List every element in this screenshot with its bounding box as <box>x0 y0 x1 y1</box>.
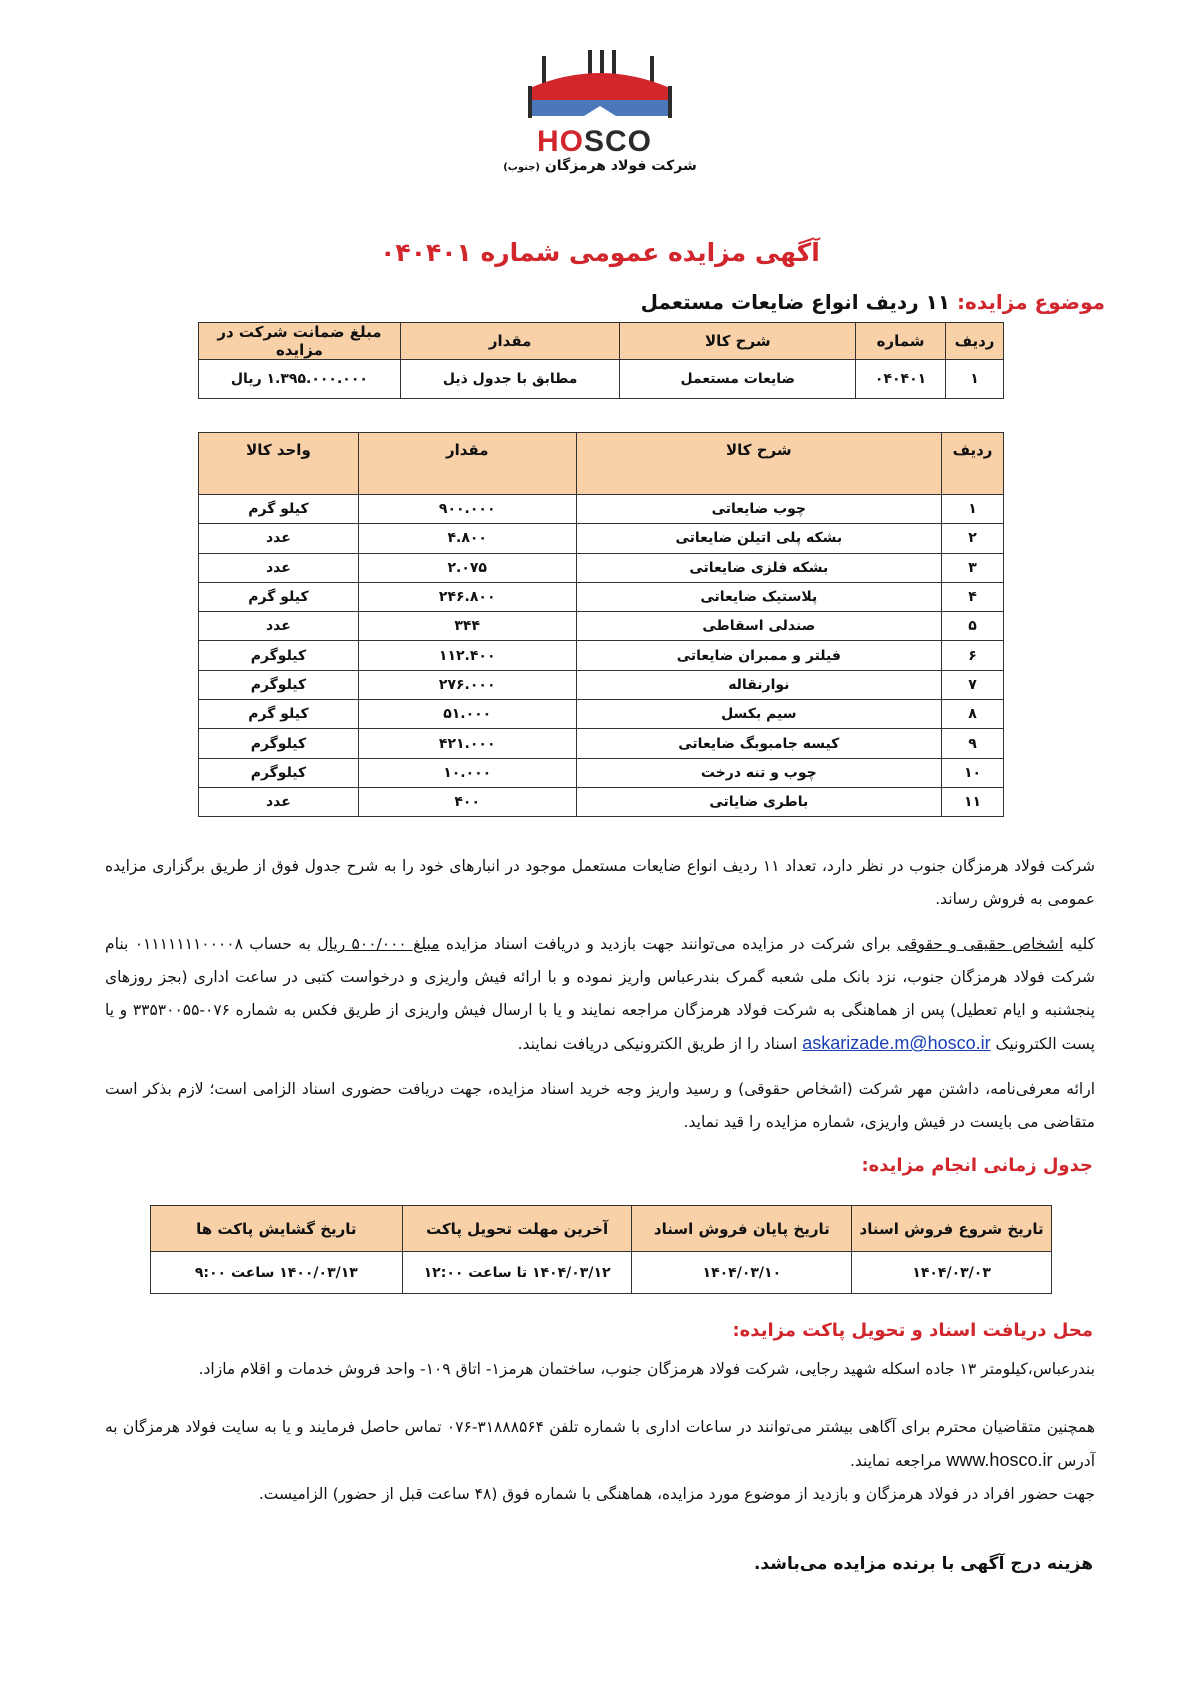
table-cell: ۹۰۰.۰۰۰ <box>358 495 576 524</box>
table-cell: پلاستیک ضایعاتی <box>576 582 941 611</box>
table-cell: عدد <box>199 787 359 816</box>
col-header: شماره <box>856 323 946 360</box>
table-cell: ۱۴۰۴/۰۳/۱۲ تا ساعت ۱۲:۰۰ <box>402 1252 632 1294</box>
table-cell: کیلو گرم <box>199 700 359 729</box>
table-row <box>199 729 1004 758</box>
table-cell: فیلتر و ممبران ضایعاتی <box>576 641 941 670</box>
table-cell: ۱.۳۹۵.۰۰۰.۰۰۰ ریال <box>199 360 401 399</box>
table-cell: ضایعات مستعمل <box>620 360 856 399</box>
table-cell: ۸ <box>942 700 1004 729</box>
table-cell: ۱۴۰۴/۰۳/۱۰ <box>632 1252 852 1294</box>
items-table-header <box>199 433 1004 495</box>
hosco-logo-mark <box>520 48 680 128</box>
requirements-paragraph: ارائه معرفی‌نامه، داشتن مهر شرکت (اشخاص حقوقی) و رسید واریز وجه خرید اسناد مزایده، جهت دریافت حضوری اسناد الزامی است؛ لازم بذکر است متقاضی می بایست در فیش واریزی، شماره مزایده را قید نماید. <box>105 1080 1095 1131</box>
table-cell: ۳۴۴ <box>358 612 576 641</box>
table-row <box>199 670 1004 699</box>
col-header: تاریخ شروع فروش اسناد <box>852 1206 1052 1252</box>
table-cell: ۲۷۶.۰۰۰ <box>358 670 576 699</box>
table-cell: ۱ <box>942 495 1004 524</box>
table-cell: عدد <box>199 524 359 553</box>
fee-amount: مبلغ ۵۰۰/۰۰۰ ریال <box>317 935 440 953</box>
page-title: آگهی مزایده عمومی شماره ۰۴۰۴۰۱ <box>380 238 820 267</box>
table-cell: باطری ضایاتی <box>576 787 941 816</box>
table-cell: ۱۴۰۴/۰۳/۰۳ <box>852 1252 1052 1294</box>
table-cell: بشکه فلزی ضایعاتی <box>576 553 941 582</box>
footer-note: هزینه درج آگهی با برنده مزایده می‌باشد. <box>753 1554 1093 1574</box>
logo-wordmark: HOSCO <box>537 125 653 158</box>
table-cell: ۱۱۲.۴۰۰ <box>358 641 576 670</box>
location-heading: محل دریافت اسناد و تحویل پاکت مزایده: <box>732 1320 1093 1341</box>
participation-paragraph: کلیه اشخاص حقیقی و حقوقی برای شرکت در مزایده می‌توانند جهت بازدید و دریافت اسناد مزایده مبلغ ۵۰۰/۰۰۰ ریال به حساب ۰۱۱۱۱۱۱۱۰۰۰۰۸ بنام شرکت فولاد هرمزگان جنوب، نزد بانک ملی شعبه گمرک بندرعباس واریز نموده و با ارائه فیش واریزی و درخواست کتبی در ساعت اداری (بجز روزهای پنجشنبه و ایام تعطیل) پس از هماهنگی به شرکت فولاد هرمزگان مراجعه نمایند و یا با ارسال فیش واریزی از طریق فکس به شماره ۰۷۶-۳۳۵۳۰۰۵۵ و یا پست الکترونیک askarizade.m@hosco.ir اسناد را از طریق الکترونیکی دریافت نمایند. <box>105 935 1095 1053</box>
summary-table <box>198 322 1004 399</box>
items-table <box>198 432 1004 817</box>
table-row <box>199 758 1004 787</box>
table-cell: کیلوگرم <box>199 641 359 670</box>
table-cell: نوارنقاله <box>576 670 941 699</box>
table-cell: چوب و تنه درخت <box>576 758 941 787</box>
table-cell: کیلو گرم <box>199 495 359 524</box>
col-header: شرح کالا <box>576 433 941 495</box>
persons-phrase: اشخاص حقیقی و حقوقی <box>897 935 1064 953</box>
table-cell: صندلی اسقاطی <box>576 612 941 641</box>
table-row <box>199 582 1004 611</box>
table-cell: ۴۰۰ <box>358 787 576 816</box>
contact-paragraph: همچنین متقاضیان محترم برای آگاهی بیشتر می‌توانند در ساعات اداری با شماره تلفن ۳۱۸۸۸۵۶۴-۰۷۶ تماس حاصل فرمایند و یا به سایت فولاد هرمزگان به آدرس www.hosco.ir مراجعه نمایند. <box>105 1418 1095 1470</box>
table-cell: ۴.۸۰۰ <box>358 524 576 553</box>
table-cell: ۱ <box>946 360 1004 399</box>
table-row <box>199 495 1004 524</box>
col-header: شرح کالا <box>620 323 856 360</box>
table-row <box>199 612 1004 641</box>
table-cell: ۲۴۶.۸۰۰ <box>358 582 576 611</box>
location-text: بندرعباس،کیلومتر ۱۳ جاده اسکله شهید رجایی، شرکت فولاد هرمزگان جنوب، ساختمان هرمز۱- اتاق ۱۰۹- واحد فروش خدمات و اقلام مازاد. <box>198 1360 1095 1378</box>
table-row <box>199 553 1004 582</box>
logo-company-name: شرکت فولاد هرمزگان (جنوب) <box>503 158 697 174</box>
table-cell: کیلوگرم <box>199 729 359 758</box>
table-row <box>199 641 1004 670</box>
table-cell: کیلو گرم <box>199 582 359 611</box>
table-cell: عدد <box>199 612 359 641</box>
table-cell: ۴۲۱.۰۰۰ <box>358 729 576 758</box>
table-cell: کیلوگرم <box>199 670 359 699</box>
table-cell: کیلوگرم <box>199 758 359 787</box>
schedule-table <box>150 1205 1052 1294</box>
table-row <box>199 524 1004 553</box>
table-cell: بشکه پلی اتیلن ضایعاتی <box>576 524 941 553</box>
table-cell: ۳ <box>942 553 1004 582</box>
table-row <box>199 700 1004 729</box>
table-cell: ۱۰ <box>942 758 1004 787</box>
email-link[interactable]: askarizade.m@hosco.ir <box>802 1033 991 1053</box>
table-cell: ۴ <box>942 582 1004 611</box>
col-header: مبلغ ضمانت شرکت در مزایده <box>199 323 401 360</box>
table-cell: ۵ <box>942 612 1004 641</box>
col-header: آخرین مهلت تحویل پاکت <box>402 1206 632 1252</box>
table-cell: سیم بکسل <box>576 700 941 729</box>
col-header: ردیف <box>946 323 1004 360</box>
visit-paragraph: جهت حضور افراد در فولاد هرمزگان و بازدید از موضوع مورد مزایده، هماهنگی با شماره فوق (۴۸ ساعت قبل از حضور) الزامیست. <box>258 1485 1095 1503</box>
website-link[interactable]: www.hosco.ir <box>946 1450 1053 1470</box>
table-cell: مطابق با جدول ذیل <box>400 360 620 399</box>
table-cell: ۱۱ <box>942 787 1004 816</box>
table-row <box>199 787 1004 816</box>
col-header: مقدار <box>358 433 576 495</box>
table-cell: ۱۴۰۰/۰۳/۱۳ ساعت ۹:۰۰ <box>151 1252 403 1294</box>
schedule-heading: جدول زمانی انجام مزایده: <box>861 1155 1093 1176</box>
col-header: تاریخ پایان فروش اسناد <box>632 1206 852 1252</box>
table-cell: ۶ <box>942 641 1004 670</box>
col-header: واحد کالا <box>199 433 359 495</box>
col-header: تاریخ گشایش پاکت ها <box>151 1206 403 1252</box>
table-cell: ۷ <box>942 670 1004 699</box>
intro-paragraph: شرکت فولاد هرمزگان جنوب در نظر دارد، تعداد ۱۱ ردیف انواع ضایعات مستعمل موجود در انبارهای خود را به شرح جدول فوق از طریق برگزاری مزایده عمومی به فروش رساند. <box>105 857 1095 908</box>
table-cell: کیسه جامبوبگ ضایعاتی <box>576 729 941 758</box>
table-cell: ۲ <box>942 524 1004 553</box>
table-cell: ۹ <box>942 729 1004 758</box>
table-cell: ۱۰.۰۰۰ <box>358 758 576 787</box>
table-cell: عدد <box>199 553 359 582</box>
table-row <box>151 1252 1052 1294</box>
table-cell: ۰۴۰۴۰۱ <box>856 360 946 399</box>
summary-table-header <box>199 323 1004 360</box>
col-header: ردیف <box>942 433 1004 495</box>
table-cell: چوب ضایعاتی <box>576 495 941 524</box>
table-row <box>199 360 1004 399</box>
schedule-table-header <box>151 1206 1052 1252</box>
col-header: مقدار <box>400 323 620 360</box>
auction-subject: موضوع مزایده: ۱۱ ردیف انواع ضایعات مستعمل <box>640 290 1105 314</box>
table-cell: ۲.۰۷۵ <box>358 553 576 582</box>
table-cell: ۵۱.۰۰۰ <box>358 700 576 729</box>
